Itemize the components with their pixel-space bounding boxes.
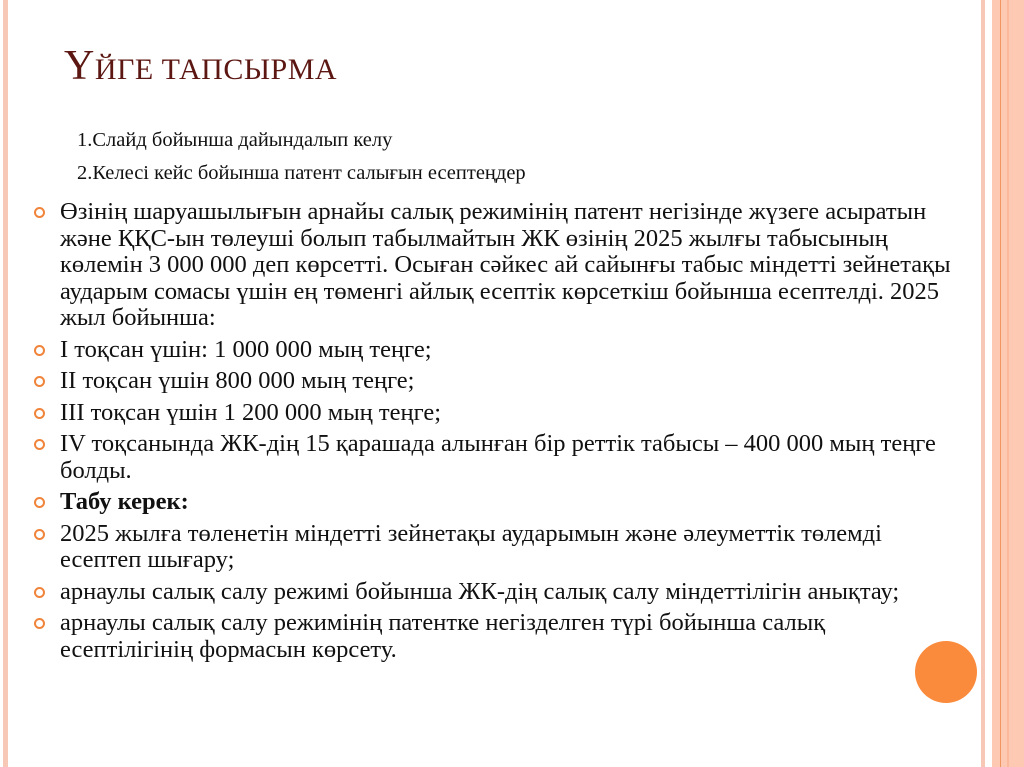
slide-subtitle: [77, 124, 526, 190]
list-item: [33, 199, 953, 332]
list-item-text: І тоқсан үшін: 1 000 000 мың теңге;: [60, 335, 432, 363]
right-decorative-soft-stripe: [1007, 0, 1009, 767]
subtitle-line-1: 1.Слайд бойынша дайындалып келу: [77, 129, 393, 151]
title-rest: ЙГЕ ТАПСЫРМА: [94, 53, 338, 86]
list-item-text: Өзінің шаруашылығын арнайы салық режимінің патент негізінде жүзеге асыратын және ҚҚС-ын төлеуші болып табылмайтын ЖК өзінің 2025 жылғы табысының көлемін 3 000 000 деп көрсетті. Осыған сәйкес ай сайынғы табыс міндетті зейнетақы аударым сомасы үшін ең төменгі айлық есептік көрсеткіш бойынша есептелді. 2025 жыл бойынша:: [60, 198, 951, 331]
left-decorative-stripe: [3, 0, 8, 767]
circle-bullet-icon: [34, 408, 45, 419]
list-item: [33, 579, 953, 606]
right-decorative-line: [1000, 0, 1001, 767]
circle-bullet-icon: [34, 207, 45, 218]
circle-bullet-icon: [34, 618, 45, 629]
circle-bullet-icon: [34, 497, 45, 508]
slide-title: [64, 42, 337, 90]
list-item: [33, 610, 953, 663]
right-decorative-thin-stripe: [981, 0, 985, 767]
list-item-text: арнаулы салық салу режимінің патентке негізделген түрі бойынша салық есептілігінің формасын көрсету.: [60, 609, 826, 663]
circle-bullet-icon: [34, 529, 45, 540]
circle-bullet-icon: [34, 345, 45, 356]
list-item: [33, 368, 953, 395]
bullet-list: [33, 199, 953, 668]
list-item-text: ІV тоқсанында ЖК-дің 15 қарашада алынған бір реттік табысы – 400 000 мың теңге болды.: [60, 430, 936, 484]
list-item-text: 2025 жылға төленетін міндетті зейнетақы аударымын және әлеуметтік төлемді есептеп шығару;: [60, 519, 882, 573]
list-item-text: ІІ тоқсан үшін 800 000 мың теңге;: [60, 367, 415, 394]
subtitle-line-2: 2.Келесі кейс бойынша патент салығын есептеңдер: [77, 162, 526, 184]
circle-bullet-icon: [34, 439, 45, 450]
list-item-text: арнаулы салық салу режимі бойынша ЖК-дің салық салу міндеттілігін анықтау;: [60, 577, 900, 605]
list-item-heading: [33, 489, 953, 516]
list-item: [33, 337, 953, 364]
list-item: [33, 400, 953, 427]
title-first-letter: Ү: [64, 43, 95, 89]
list-item: [33, 431, 953, 484]
circle-bullet-icon: [34, 376, 45, 387]
circle-bullet-icon: [34, 587, 45, 598]
list-item-text: ІІІ тоқсан үшін 1 200 000 мың теңге;: [60, 398, 442, 426]
list-item: [33, 521, 953, 574]
list-item-text: Табу керек:: [60, 488, 189, 515]
